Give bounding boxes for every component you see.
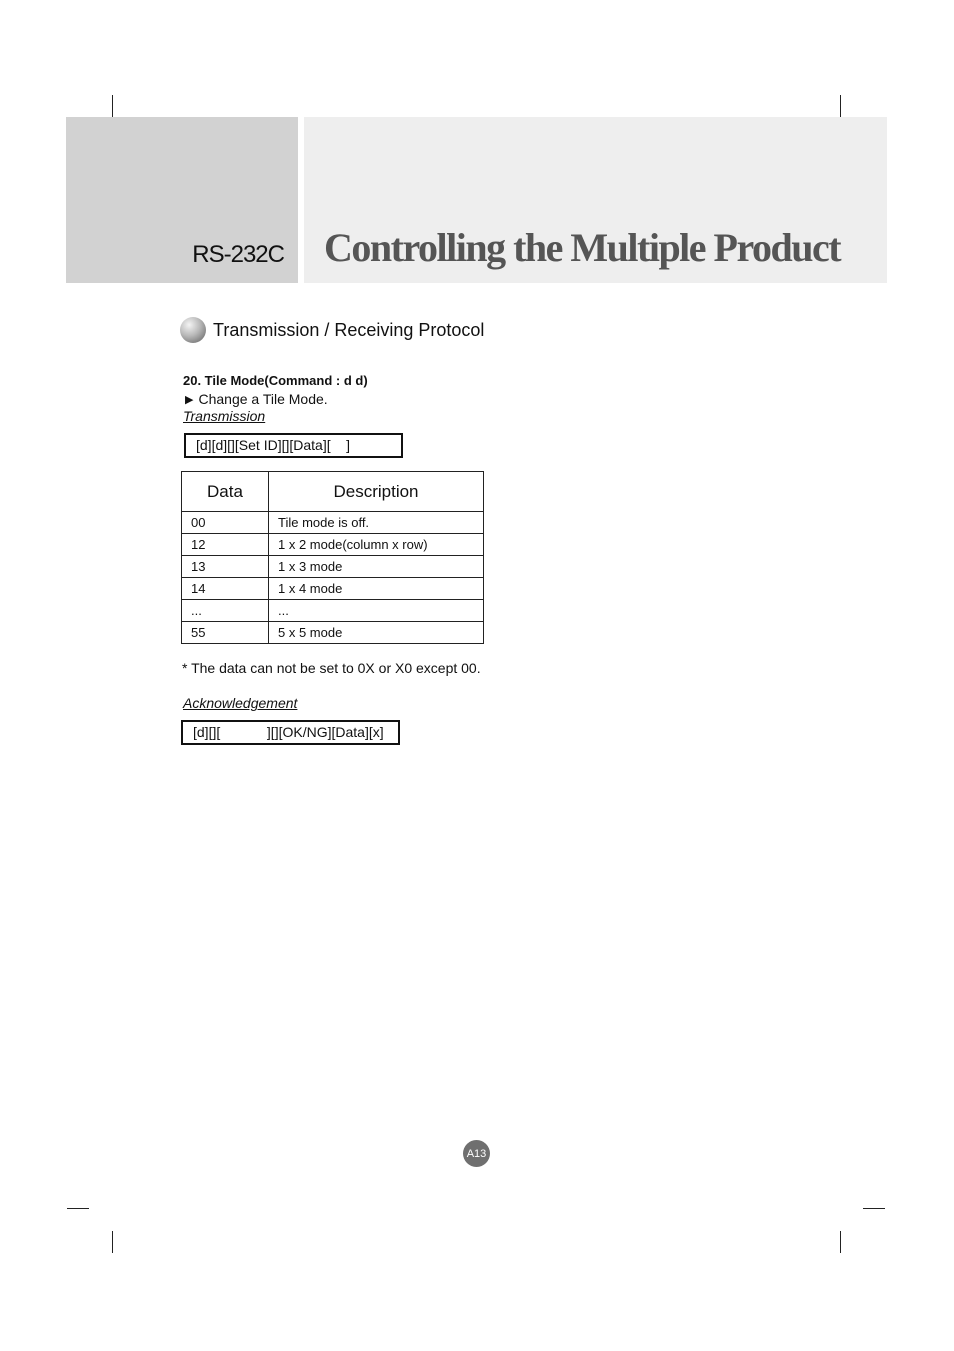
- section-title: Transmission / Receiving Protocol: [213, 319, 485, 340]
- page-title: Controlling the Multiple Product: [324, 225, 841, 270]
- table-cell-description: 5 x 5 mode: [269, 622, 484, 644]
- table-row: [182, 534, 484, 556]
- transmission-frame: [d][d][][Set ID][][Data][ ]: [184, 433, 403, 458]
- table-cell-description: ...: [269, 600, 484, 622]
- triangle-right-icon: ▶: [185, 393, 194, 406]
- footnote: * The data can not be set to 0X or X0 except 00.: [182, 660, 481, 676]
- crop-mark: [112, 1231, 113, 1253]
- table-row: [182, 578, 484, 600]
- table-row: [182, 600, 484, 622]
- crop-mark: [840, 1231, 841, 1253]
- ball-bullet-icon: [180, 317, 206, 343]
- page-number: A13: [466, 1147, 487, 1160]
- command-description: [185, 391, 328, 407]
- crop-mark: [67, 1208, 89, 1209]
- acknowledgement-label: Acknowledgement: [183, 695, 298, 711]
- table-cell-data: 55: [182, 622, 269, 644]
- table-cell-description: 1 x 4 mode: [269, 578, 484, 600]
- crop-mark: [863, 1208, 885, 1209]
- table-row: [182, 556, 484, 578]
- page-number-badge: [463, 1140, 490, 1167]
- transmission-label: Transmission: [183, 408, 266, 424]
- table-cell-data: 13: [182, 556, 269, 578]
- column-header-data: Data: [182, 472, 269, 512]
- command-title: 20. Tile Mode(Command : d d): [183, 373, 368, 388]
- table-cell-description: Tile mode is off.: [269, 512, 484, 534]
- table-cell-data: 12: [182, 534, 269, 556]
- table-cell-description: 1 x 3 mode: [269, 556, 484, 578]
- table-cell-data: ...: [182, 600, 269, 622]
- command-description-text: Change a Tile Mode.: [198, 391, 328, 407]
- table-cell-data: 14: [182, 578, 269, 600]
- crop-mark: [112, 95, 113, 117]
- tile-mode-table: [181, 471, 484, 644]
- section-heading: [180, 317, 484, 343]
- acknowledgement-frame: [d][][ ][][OK/NG][Data][x]: [181, 720, 400, 745]
- crop-mark: [840, 95, 841, 117]
- table-row: [182, 622, 484, 644]
- header-label-panel: [66, 117, 298, 283]
- column-header-description: Description: [269, 472, 484, 512]
- table-cell-data: 00: [182, 512, 269, 534]
- table-header-row: [182, 472, 484, 512]
- header-title-panel: [304, 117, 887, 283]
- table-cell-description: 1 x 2 mode(column x row): [269, 534, 484, 556]
- table-row: [182, 512, 484, 534]
- section-label: RS-232C: [192, 241, 284, 268]
